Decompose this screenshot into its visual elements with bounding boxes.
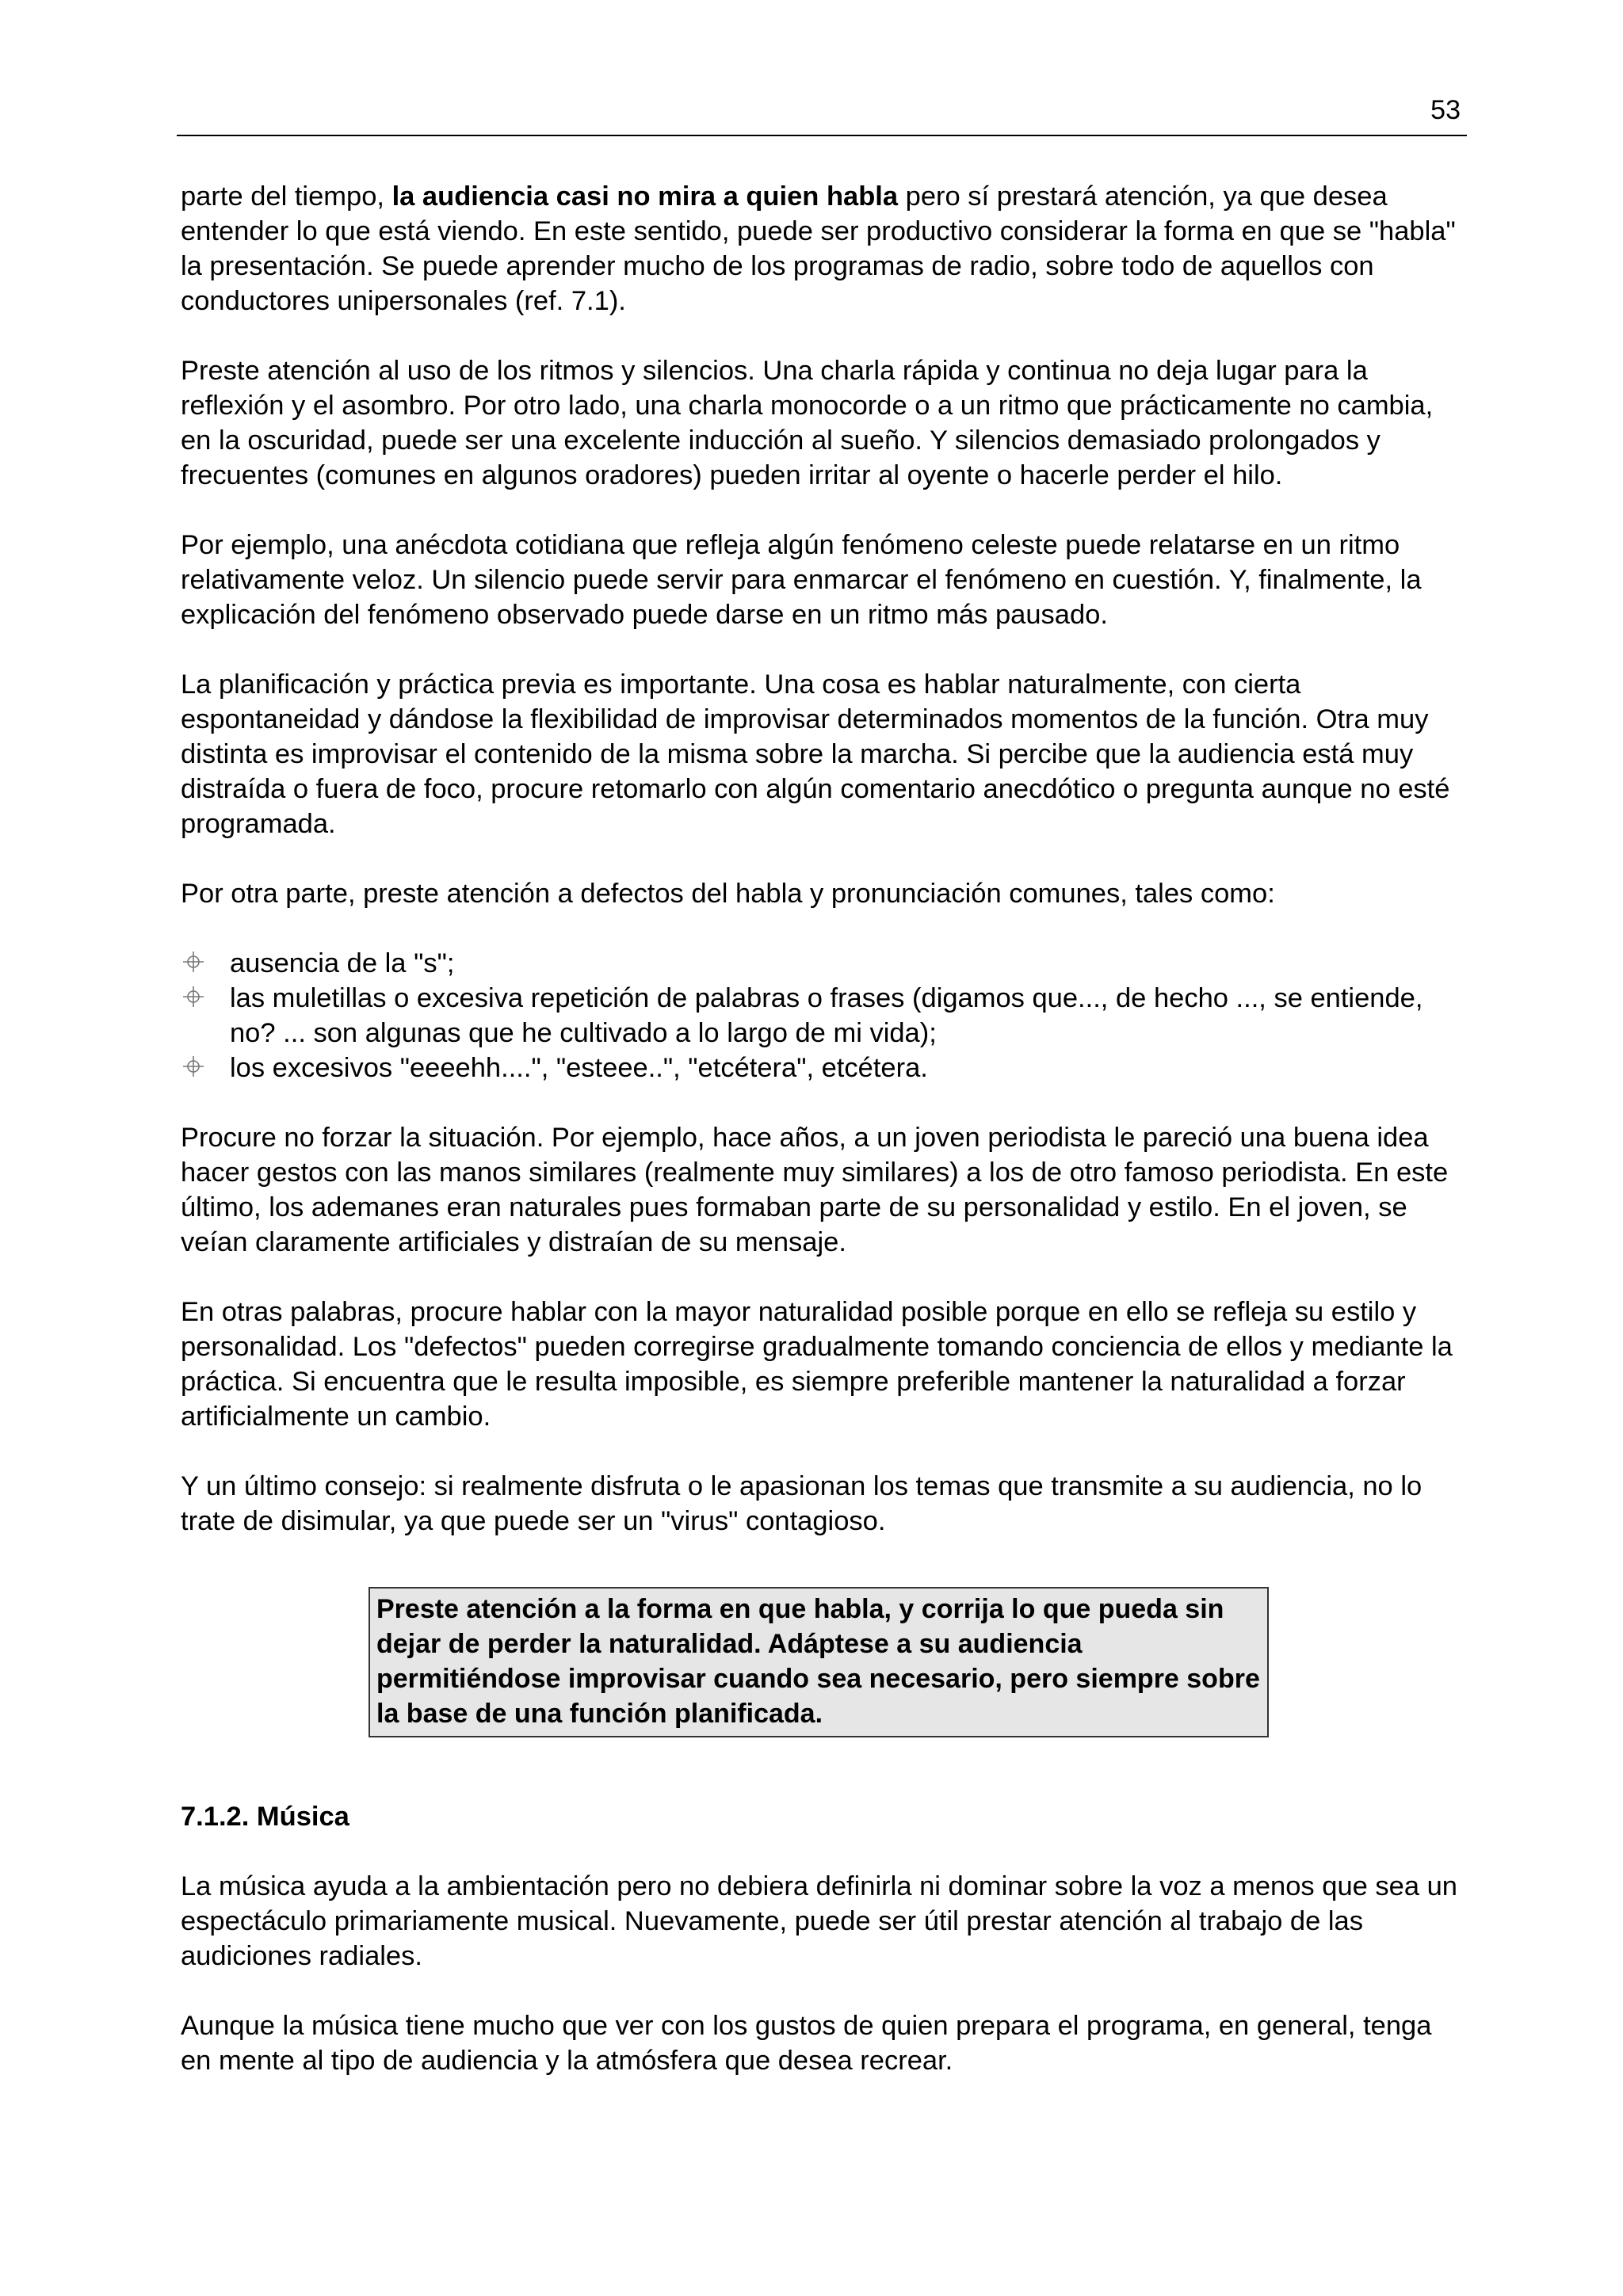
crosshair-circle-icon [182, 1055, 204, 1077]
bold-emphasis: la audiencia casi no mira a quien habla [391, 181, 899, 212]
header-rule [177, 135, 1467, 136]
page-number: 53 [1430, 95, 1461, 125]
paragraph: En otras palabras, procure hablar con la mayor naturalidad posible porque en ello se refleja su estilo y personalidad. Los "defectos" pueden corregirse gradualmente tomando conciencia de ellos y mediante la práctica. Si encuentra que le resulta imposible, es siempre preferible mantener la naturalidad a forzar artificialmente un cambio. [181, 1297, 1453, 1432]
list-item [181, 946, 1465, 981]
paragraph: Procure no forzar la situación. Por ejemplo, hace años, a un joven periodista le pareció una buena idea hacer gestos con las manos similares (realmente muy similares) a los de otro famoso periodista. En este último, los ademanes eran naturales pues formaban parte de su personalidad y estilo. En el joven, se veían claramente artificiales y distraían de su mensaje. [181, 1123, 1449, 1257]
crosshair-circle-icon [182, 951, 204, 973]
paragraph [181, 179, 1465, 318]
crosshair-circle-icon [182, 986, 204, 1008]
paragraph: Y un último consejo: si realmente disfruta o le apasionan los temas que transmite a su audiencia, no lo trate de disimular, ya que puede ser un "virus" contagioso. [181, 1471, 1423, 1536]
paragraph: Por ejemplo, una anécdota cotidiana que refleja algún fenómeno celeste puede relatarse en un ritmo relativamente veloz. Un silencio puede servir para enmarcar el fenómeno en cuestión. Y, finalmente, la explicación del fenómeno observado puede darse en un ritmo más pausado. [181, 530, 1422, 630]
paragraph: Aunque la música tiene mucho que ver con los gustos de quien prepara el programa, en general, tenga en mente al tipo de audiencia y la atmósfera que desea recrear. [181, 2011, 1432, 2076]
page-body [181, 179, 1465, 2113]
paragraph: Por otra parte, preste atención a defectos del habla y pronunciación comunes, tales como: [181, 879, 1275, 909]
paragraph: Preste atención al uso de los ritmos y silencios. Una charla rápida y continua no deja lugar para la reflexión y el asombro. Por otro lado, una charla monocorde o a un ritmo que prácticamente no cambia, en la oscuridad, puede ser una excelente inducción al sueño. Y silencios demasiado prolongados y frecuentes (comunes en algunos oradores) pueden irritar al oyente o hacerle perder el hilo. [181, 356, 1434, 490]
callout-box: Preste atención a la forma en que habla, y corrija lo que pueda sin dejar de perder la naturalidad. Adáptese a su audiencia permitiéndose improvisar cuando sea necesario, pero siempre sobre la base de una función planificada. [369, 1587, 1269, 1737]
list-item-text: ausencia de la "s"; [230, 948, 455, 978]
list-item [181, 1051, 1465, 1085]
section-heading: 7.1.2. Música [181, 1802, 349, 1832]
list-item [181, 981, 1465, 1051]
paragraph: La música ayuda a la ambientación pero no debiera definirla ni dominar sobre la voz a menos que sea un espectáculo primariamente musical. Nuevamente, puede ser útil prestar atención al trabajo de las audiciones radiales. [181, 1871, 1457, 1971]
list-item-text: los excesivos "eeeehh....", "esteee..", "etcétera", etcétera. [230, 1053, 928, 1083]
paragraph-text: pero sí prestará atención, ya que desea entender lo que está viendo. En este sentido, puede ser productivo considerar la forma en que se "habla" la presentación. Se puede aprender mucho de los programas de radio, sobre todo de aquellos con conductores unipersonales (ref. 7.1). [181, 181, 1456, 316]
bullet-list [181, 946, 1465, 1085]
paragraph-text: parte del tiempo, [181, 181, 392, 212]
paragraph: La planificación y práctica previa es importante. Una cosa es hablar naturalmente, con cierta espontaneidad y dándose la flexibilidad de improvisar determinados momentos de la función. Otra muy distinta es improvisar el contenido de la misma sobre la marcha. Si percibe que la audiencia está muy distraída o fuera de foco, procure retomarlo con algún comentario anecdótico o pregunta aunque no esté programada. [181, 669, 1450, 839]
list-item-text: las muletillas o excesiva repetición de palabras o frases (digamos que..., de hecho ..., se entiende, no? ... son algunas que he cultivado a lo largo de mi vida); [230, 983, 1423, 1048]
